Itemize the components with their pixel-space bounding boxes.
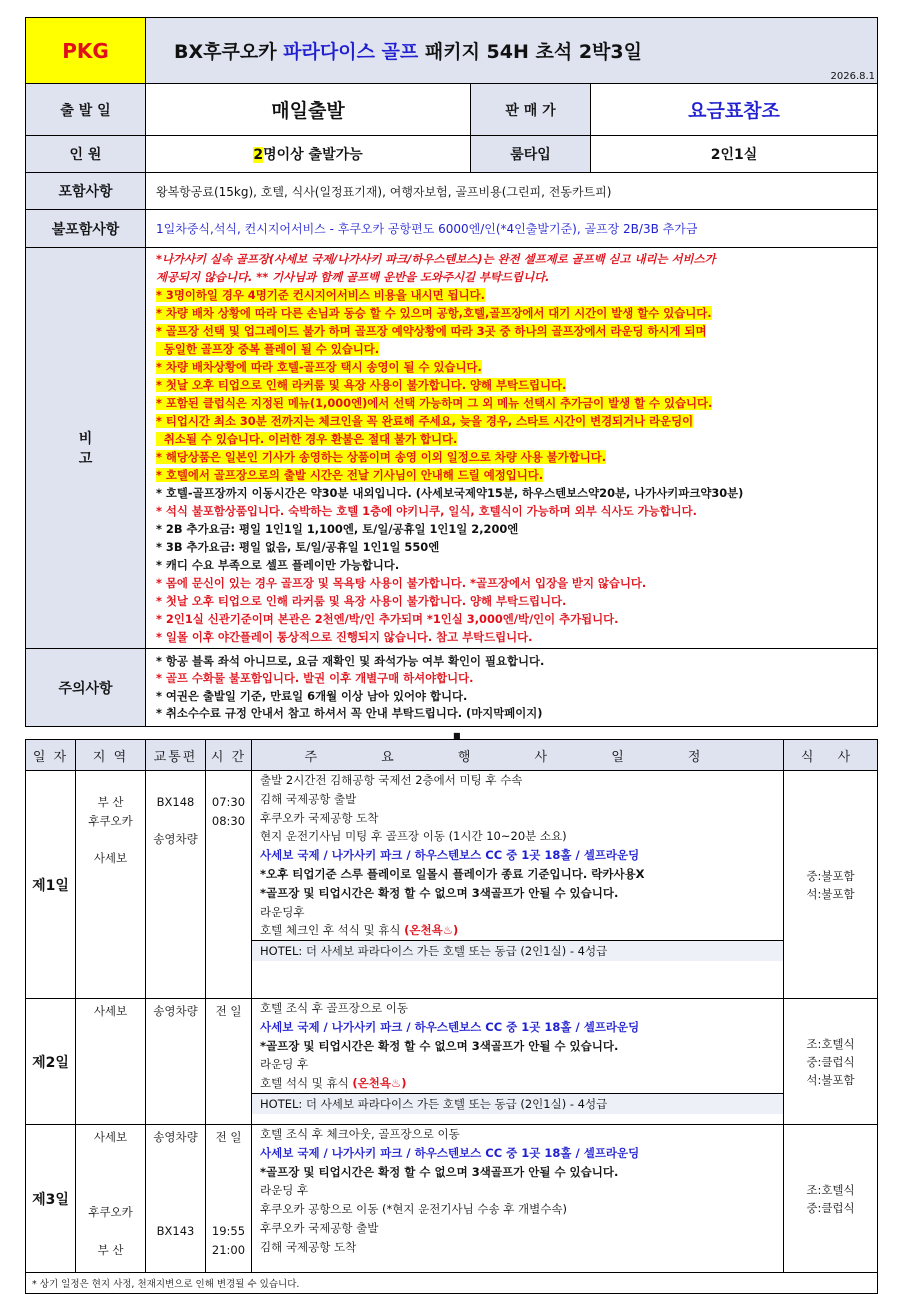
schedule-line <box>260 1219 783 1238</box>
region-text <box>76 830 145 849</box>
meal-cell <box>784 771 878 999</box>
schedule-line <box>260 1037 783 1056</box>
remark-line <box>156 394 873 412</box>
remark-highlight: * 첫날 오후 티업으로 인해 라커룸 및 욕장 사용이 불가합니다. 양해 부탁드립니다. <box>156 378 567 392</box>
schedule-text: 사세보 국제 / 나가사키 파크 / 하우스텐보스 CC 중 1곳 18홀 / 셀프라운딩 <box>260 1019 640 1034</box>
meal-text: 중:불포함 <box>806 868 855 883</box>
time-text: 21:00 <box>211 1242 246 1257</box>
time-text <box>206 1147 251 1166</box>
region-text <box>76 774 145 793</box>
included-value: 왕복항공료(15kg), 호텔, 식사(일정표기재), 여행자보험, 골프비용(그린피, 전동카트피) <box>146 173 878 210</box>
remark-highlight: * 해당상품은 일본인 기사가 송영하는 상품이며 송영 이외 일정으로 차량 사용 불가합니다. <box>156 450 607 464</box>
schedule-text: 후쿠오카 공항으로 이동 (*현지 운전기사님 수송 후 개별수속) <box>260 1202 567 1217</box>
schedule-text: 사세보 국제 / 나가사키 파크 / 하우스텐보스 CC 중 1곳 18홀 / 셀프라운딩 <box>260 848 640 863</box>
time-text <box>206 1203 251 1222</box>
remarks-label: 비 고 <box>26 248 146 649</box>
schedule-text: 라운딩 후 <box>260 1183 309 1198</box>
itinerary-footnote: * 상기 일정은 현지 사정, 천재지변으로 인해 변경될 수 있습니다. <box>26 1273 878 1294</box>
schedule-line <box>260 884 783 903</box>
remark-line <box>156 340 873 358</box>
schedule-text: 호텔 체크인 후 석식 및 휴식 <box>260 923 405 938</box>
pkg-badge: PKG <box>26 18 146 84</box>
remark-highlight: * 포함된 클럽식은 지정된 메뉴(1,000엔)에서 선택 가능하며 그 외 메뉴 선택시 추가금이 발생 할 수 있습니다. <box>156 396 713 410</box>
remarks-list <box>146 248 878 649</box>
caution-line: * 여권은 출발일 기준, 만료일 6개월 이상 남아 있어야 합니다. <box>156 688 468 703</box>
transport-text: 송영차량 <box>153 832 198 847</box>
schedule-line <box>260 921 783 940</box>
transport-text: BX148 <box>156 794 195 809</box>
region-text <box>76 1147 145 1166</box>
cautions-label: 주의사항 <box>26 649 146 727</box>
room-type-label: 룸타입 <box>471 136 591 173</box>
hot-spring-note: (온천욕♨) <box>352 1076 407 1091</box>
time-text <box>206 774 251 793</box>
header-region: 지 역 <box>76 740 146 771</box>
remark-highlight: * 호텔에서 골프장으로의 출발 시간은 전날 기사님이 안내해 드릴 예정입니다. <box>156 468 544 482</box>
remark-line <box>156 376 873 394</box>
meal-cell <box>784 1125 878 1273</box>
meal-text: 중:클럽식 <box>806 1054 855 1069</box>
schedule-line <box>260 1018 783 1037</box>
remark-line: *나가사키 실속 골프장(사세보 국제/나가사키 파크/하우스텐보스)는 완전 셀프제로 골프백 싣고 내리는 서비스가 <box>156 252 716 266</box>
schedule-text: 김해 국제공항 도착 <box>260 1239 357 1254</box>
included-label: 포함사항 <box>26 173 146 210</box>
transport-text <box>146 812 205 831</box>
time-text: 08:30 <box>211 813 246 828</box>
time-text <box>206 1184 251 1203</box>
schedule-line <box>260 827 783 846</box>
schedule-text: 호텔 조식 후 체크아웃, 골프장으로 이동 <box>260 1127 460 1141</box>
remark-line: * 캐디 수요 부족으로 셀프 플레이만 가능합니다. <box>156 558 400 572</box>
title-prefix: BX후쿠오카 <box>174 41 284 63</box>
schedule-line <box>260 1074 783 1093</box>
schedule-text: 김해 국제공항 출발 <box>260 791 357 806</box>
excluded-value: 1일차중식,석식, 컨시지어서비스 - 후쿠오카 공항편도 6000엔/인(*4인출발기준), 골프장 2B/3B 추가금 <box>146 210 878 248</box>
header-schedule: 주 요 행 사 일 정 <box>252 740 784 771</box>
schedule-text: 라운딩 후 <box>260 1057 309 1072</box>
remark-line <box>156 412 873 430</box>
region-text: 사세보 <box>93 1130 128 1144</box>
transport-cell <box>146 999 206 1125</box>
remark-line: * 일몰 이후 야간플레이 통상적으로 진행되지 않습니다. 참고 부탁드립니다. <box>156 630 533 644</box>
itinerary-day-row <box>26 999 878 1125</box>
schedule-text: *골프장 및 티업시간은 확정 할 수 없으며 3색골프가 안될 수 있습니다. <box>260 885 619 900</box>
room-type-value: 2인1실 <box>591 136 878 173</box>
schedule-text: 사세보 국제 / 나가사키 파크 / 하우스텐보스 CC 중 1곳 18홀 / 셀프라운딩 <box>260 1145 640 1160</box>
package-info-table <box>25 17 878 727</box>
price-label: 판 매 가 <box>471 84 591 136</box>
meal-text: 석:불포함 <box>806 1072 855 1087</box>
time-cell <box>206 999 252 1125</box>
transport-text <box>146 1147 205 1166</box>
meal-text: 조:호텔식 <box>806 1036 855 1051</box>
remark-line <box>156 304 873 322</box>
people-min-count: 2 <box>253 147 264 163</box>
people-value <box>146 136 471 173</box>
meal-cell <box>784 999 878 1125</box>
transport-cell <box>146 1125 206 1273</box>
meal-text: 조:호텔식 <box>806 1182 855 1197</box>
remark-line <box>156 466 873 484</box>
schedule-line <box>260 1125 783 1144</box>
region-text: 부 산 <box>97 794 124 809</box>
cautions-list <box>146 649 878 727</box>
time-cell <box>206 771 252 999</box>
schedule-text: 출발 2시간전 김해공항 국제선 2층에서 미팅 후 수속 <box>260 773 523 787</box>
header-transport: 교통편 <box>146 740 206 771</box>
remark-line <box>156 286 873 304</box>
time-text: 전 일 <box>215 1004 242 1018</box>
price-value: 요금표참조 <box>591 84 878 136</box>
transport-text <box>146 1203 205 1222</box>
schedule-line <box>260 1200 783 1219</box>
itinerary-header-row <box>26 740 878 771</box>
caution-line: * 항공 블록 좌석 아니므로, 요금 재확인 및 좌석가능 여부 확인이 필요합니다. <box>156 653 545 668</box>
departure-value: 매일출발 <box>146 84 471 136</box>
schedule-line <box>260 771 783 790</box>
schedule-line <box>260 1144 783 1163</box>
schedule-text: 후쿠오카 국제공항 도착 <box>260 810 379 825</box>
meal-text: 석:불포함 <box>806 886 855 901</box>
schedule-line <box>260 790 783 809</box>
separator-mark: ■ <box>453 731 461 740</box>
schedule-text: 호텔 석식 및 휴식 <box>260 1076 353 1091</box>
remark-highlight: * 차량 배차 상황에 따라 다른 손님과 동승 할 수 있으며 공항,호텔,골프장에서 대기 시간이 발생 할수 있습니다. <box>156 306 712 320</box>
transport-text: 송영차량 <box>153 1004 198 1018</box>
schedule-text: *골프장 및 티업시간은 확정 할 수 없으며 3색골프가 안될 수 있습니다. <box>260 1038 619 1053</box>
remark-line: 제공되지 않습니다. ** 기사님과 함께 골프백 운반을 도와주시길 부탁드립니다. <box>156 270 550 284</box>
region-text: 후쿠오카 <box>88 1205 133 1220</box>
region-cell <box>76 999 146 1125</box>
remark-highlight: * 골프장 선택 및 업그레이드 불가 하며 골프장 예약상황에 따라 3곳 중 하나의 골프장에서 라운딩 하시게 되며 <box>156 324 707 338</box>
region-cell <box>76 771 146 999</box>
region-text: 부 산 <box>97 1242 124 1257</box>
schedule-text: 후쿠오카 국제공항 출발 <box>260 1220 379 1235</box>
time-text <box>206 1166 251 1185</box>
caution-line: * 골프 수화물 불포함입니다. 발권 이후 개별구매 하셔야합니다. <box>156 671 474 685</box>
schedule-line <box>260 903 783 922</box>
time-text: 19:55 <box>211 1223 246 1238</box>
remark-line: * 첫날 오후 티업으로 인해 라커룸 및 욕장 사용이 불가합니다. 양해 부탁드립니다. <box>156 594 567 608</box>
people-label: 인 원 <box>26 136 146 173</box>
remark-highlight: * 3명이하일 경우 4명기준 컨시지어서비스 비용을 내시면 됩니다. <box>156 288 485 302</box>
meal-text: 중:클럽식 <box>806 1200 855 1215</box>
region-text <box>76 1166 145 1185</box>
time-cell <box>206 1125 252 1273</box>
schedule-cell <box>252 1125 784 1273</box>
schedule-text: 호텔 조식 후 골프장으로 이동 <box>260 1001 408 1015</box>
schedule-line <box>260 809 783 828</box>
itinerary-day-row <box>26 1125 878 1273</box>
schedule-line <box>260 999 783 1018</box>
package-title <box>146 18 878 84</box>
remark-highlight: 취소될 수 있습니다. 이러한 경우 환불은 절대 불가 합니다. <box>156 432 458 446</box>
schedule-cell <box>252 771 784 999</box>
day-label: 제3일 <box>26 1125 76 1273</box>
schedule-text: *오후 티업기준 스루 플레이로 일몰시 플레이가 종료 기준입니다. 락카사용X <box>260 866 645 881</box>
header-meal: 식 사 <box>784 740 878 771</box>
header-time: 시 간 <box>206 740 252 771</box>
document-date: 2026.8.1 <box>830 71 876 82</box>
title-suffix: 패키지 54H 초석 2박3일 <box>418 41 642 63</box>
hotel-info: HOTEL: 더 사세보 파라다이스 가든 호텔 또는 동급 (2인1실) - 4성급 <box>252 940 783 961</box>
region-text <box>76 1184 145 1203</box>
transport-text: 송영차량 <box>153 1130 198 1144</box>
region-text <box>76 1222 145 1241</box>
region-cell <box>76 1125 146 1273</box>
time-text: 전 일 <box>215 1130 242 1144</box>
itinerary-table <box>25 739 878 1294</box>
schedule-text: 현지 운전기사님 미팅 후 골프장 이동 (1시간 10~20분 소요) <box>260 829 567 844</box>
schedule-line <box>260 865 783 884</box>
schedule-line <box>260 846 783 865</box>
schedule-text: *골프장 및 티업시간은 확정 할 수 없으며 3색골프가 안될 수 있습니다. <box>260 1164 619 1179</box>
header-day: 일 자 <box>26 740 76 771</box>
region-text: 사세보 <box>93 851 128 866</box>
remark-line <box>156 358 873 376</box>
hotel-info: HOTEL: 더 사세보 파라다이스 가든 호텔 또는 동급 (2인1실) - 4성급 <box>252 1093 783 1114</box>
remark-line <box>156 322 873 340</box>
region-text: 후쿠오카 <box>88 813 133 828</box>
remark-highlight: * 티업시간 최소 30분 전까지는 체크인을 꼭 완료해 주세요, 늦을 경우, 스타트 시간이 변경되거나 라운딩이 <box>156 414 694 428</box>
transport-text <box>146 1166 205 1185</box>
excluded-label: 불포함사항 <box>26 210 146 248</box>
time-text: 07:30 <box>211 794 246 809</box>
remark-highlight: 동일한 골프장 중복 플레이 될 수 있습니다. <box>156 342 380 356</box>
title-highlight: 파라다이스 골프 <box>283 41 419 63</box>
transport-text <box>146 774 205 793</box>
schedule-line <box>260 1181 783 1200</box>
day-label: 제2일 <box>26 999 76 1125</box>
remark-line: * 석식 불포함상품입니다. 숙박하는 호텔 1층에 야키니쿠, 일식, 호텔식이 가능하며 외부 식사도 가능합니다. <box>156 504 697 518</box>
remark-line <box>156 430 873 448</box>
remark-line: * 2B 추가요금: 평일 1인1일 1,100엔, 토/일/공휴일 1인1일 2,200엔 <box>156 522 519 536</box>
people-value-text: 명이상 출발가능 <box>263 147 363 163</box>
remark-line: * 3B 추가요금: 평일 없음, 토/일/공휴일 1인1일 550엔 <box>156 540 440 554</box>
remark-line: * 2인1실 신관기준이며 본관은 2천엔/박/인 추가되며 *1인실 3,000엔/박/인이 추가됩니다. <box>156 612 619 626</box>
itinerary-day-row <box>26 771 878 999</box>
hot-spring-note: (온천욕♨) <box>404 923 459 938</box>
remark-line: * 몸에 문신이 있는 경우 골프장 및 목욕탕 사용이 불가합니다. *골프장에서 입장을 받지 않습니다. <box>156 576 647 590</box>
schedule-line <box>260 1238 783 1257</box>
schedule-line <box>260 1055 783 1074</box>
schedule-text: 라운딩후 <box>260 904 305 919</box>
caution-line: * 취소수수료 규정 안내서 참고 하셔서 꼭 안내 부탁드립니다. (마지막페이지) <box>156 706 543 720</box>
remark-line: * 호텔-골프장까지 이동시간은 약30분 내외입니다. (사세보국제약15분, 하우스텐보스약20분, 나가사키파크약30분) <box>156 486 744 500</box>
remark-highlight: * 차량 배차상황에 따라 호텔-골프장 택시 송영이 될 수 있습니다. <box>156 360 482 374</box>
schedule-cell <box>252 999 784 1125</box>
schedule-line <box>260 1163 783 1182</box>
transport-cell <box>146 771 206 999</box>
transport-text: BX143 <box>156 1223 195 1238</box>
day-label: 제1일 <box>26 771 76 999</box>
departure-label: 출 발 일 <box>26 84 146 136</box>
transport-text <box>146 1184 205 1203</box>
region-text: 사세보 <box>93 1004 128 1018</box>
remark-line <box>156 448 873 466</box>
